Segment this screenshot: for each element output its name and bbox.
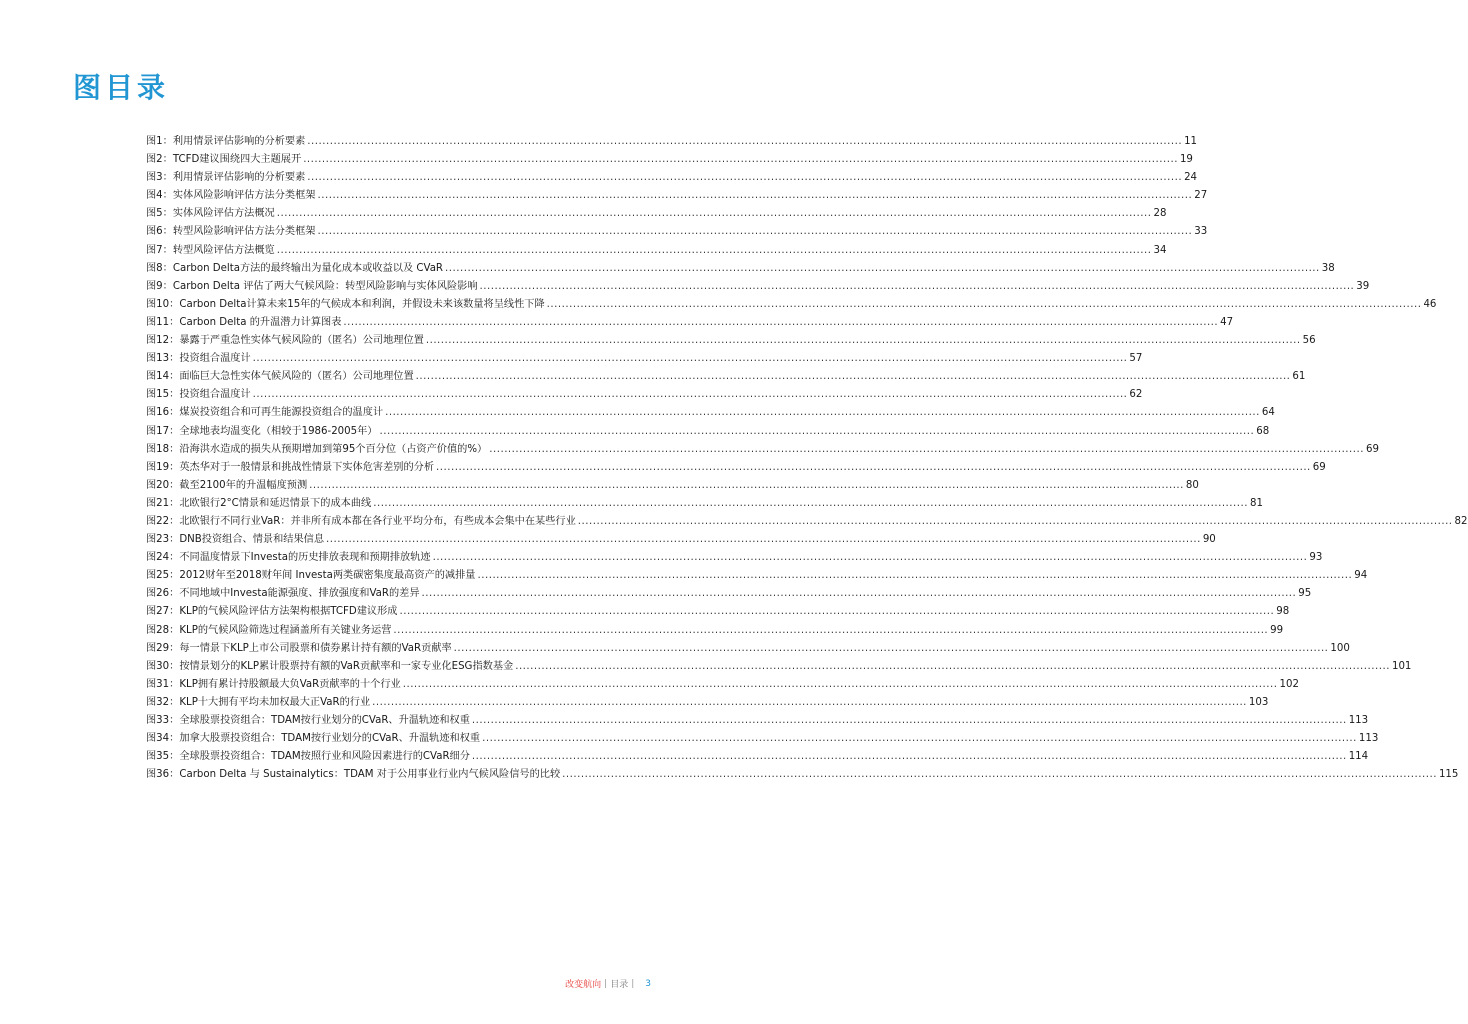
toc-entry[interactable] [146, 748, 1369, 766]
toc-entry-page: 115 [1438, 769, 1459, 781]
toc-leader-dots [489, 441, 1364, 459]
toc-leader-dots [253, 350, 1128, 368]
toc-entry-page: 69 [1312, 461, 1326, 473]
toc-entry-label: 图11：Carbon Delta 的升温潜力计算图表 [146, 316, 342, 328]
toc-leader-dots [482, 730, 1357, 748]
toc-entry-label: 图26：不同地域中Investa能源强度、排放强度和VaR的差异 [146, 588, 420, 600]
toc-entry[interactable] [146, 585, 1312, 603]
toc-entry[interactable] [146, 513, 1468, 531]
toc-entry-page: 33 [1194, 226, 1208, 238]
toc-entry-page: 28 [1153, 208, 1167, 220]
toc-leader-dots [317, 187, 1192, 205]
page-footer [565, 977, 651, 990]
toc-leader-dots [578, 513, 1453, 531]
toc-entry-page: 98 [1276, 606, 1290, 618]
toc-entry[interactable] [146, 549, 1323, 567]
toc-leader-dots [436, 459, 1311, 477]
toc-entry-page: 114 [1348, 751, 1369, 763]
toc-entry[interactable] [146, 495, 1263, 513]
toc-entry-page: 38 [1321, 262, 1335, 274]
page-title: 图目录 [73, 71, 170, 104]
toc-entry-label: 图20：截至2100年的升温幅度预测 [146, 479, 308, 491]
toc-entry-page: 93 [1309, 552, 1323, 564]
toc-leader-dots [309, 477, 1184, 495]
toc-entry-label: 图18：沿海洪水造成的损失从预期增加到第95个百分位（占资产价值的%） [146, 443, 488, 455]
toc-entry-page: 19 [1179, 154, 1193, 166]
toc-entry-page: 11 [1184, 136, 1198, 147]
toc-leader-dots [454, 640, 1329, 658]
toc-entry-label: 图10：Carbon Delta计算未来15年的气候成本和利润，并假设未来该数量将呈线性下降 [146, 298, 545, 310]
toc-entry-label: 图6：转型风险影响评估方法分类框架 [146, 226, 316, 238]
toc-entry-page: 34 [1153, 244, 1167, 256]
toc-entry-label: 图1：利用情景评估影响的分析要素 [146, 136, 306, 147]
toc-entry-page: 82 [1454, 515, 1468, 527]
toc-leader-dots [472, 748, 1347, 766]
toc-leader-dots [317, 223, 1192, 241]
toc-entry[interactable] [146, 640, 1350, 658]
footer-separator: | [604, 978, 608, 989]
toc-entry[interactable] [146, 603, 1290, 621]
toc-entry[interactable] [146, 332, 1316, 350]
toc-leader-dots [515, 658, 1390, 676]
toc-leader-dots [477, 567, 1352, 585]
toc-entry-page: 47 [1220, 316, 1234, 328]
toc-entry[interactable] [146, 205, 1167, 223]
toc-leader-dots [426, 332, 1301, 350]
toc-entry-label: 图34：加拿大股票投资组合：TDAM按行业划分的CVaR、升温轨迹和权重 [146, 733, 481, 745]
toc-entry-label: 图7：转型风险评估方法概览 [146, 244, 275, 256]
toc-leader-dots [445, 260, 1320, 278]
toc-entry[interactable] [146, 350, 1143, 368]
toc-entry-label: 图25：2012财年至2018财年间 Investa两类碳密集度最高资产的减排量 [146, 570, 476, 582]
toc-entry-label: 图28：KLP的气候风险筛选过程涵盖所有关键业务运营 [146, 624, 392, 636]
figure-list [146, 133, 1468, 784]
toc-entry-label: 图13：投资组合温度计 [146, 353, 251, 365]
toc-entry-page: 68 [1256, 425, 1270, 437]
toc-entry[interactable] [146, 531, 1216, 549]
toc-entry-page: 80 [1185, 479, 1199, 491]
toc-entry-label: 图12：暴露于严重急性实体气候风险的（匿名）公司地理位置 [146, 335, 424, 347]
toc-entry[interactable] [146, 459, 1326, 477]
toc-leader-dots [393, 622, 1268, 640]
toc-entry-page: 57 [1129, 353, 1143, 365]
toc-entry-label: 图31：KLP拥有累计持股额最大负VaR贡献率的十个行业 [146, 678, 401, 690]
toc-entry[interactable] [146, 260, 1335, 278]
toc-entry-label: 图19：英杰华对于一般情景和挑战性情景下实体危害差别的分析 [146, 461, 435, 473]
toc-entry[interactable] [146, 766, 1459, 784]
toc-entry[interactable] [146, 187, 1208, 205]
toc-entry-label: 图23：DNB投资组合、情景和结果信息 [146, 534, 325, 546]
toc-entry[interactable] [146, 676, 1299, 694]
toc-leader-dots [326, 531, 1201, 549]
toc-entry-label: 图4：实体风险影响评估方法分类框架 [146, 190, 316, 202]
toc-entry-page: 24 [1184, 172, 1198, 184]
toc-entry-label: 图16：煤炭投资组合和可再生能源投资组合的温度计 [146, 407, 384, 419]
toc-leader-dots [343, 314, 1218, 332]
toc-leader-dots [372, 694, 1247, 712]
toc-entry-label: 图5：实体风险评估方法概况 [146, 208, 275, 220]
toc-entry[interactable] [146, 694, 1269, 712]
toc-entry-page: 81 [1249, 497, 1263, 509]
footer-section: 目录 [610, 980, 629, 990]
toc-entry[interactable] [146, 730, 1379, 748]
toc-leader-dots [277, 205, 1152, 223]
toc-entry-label: 图32：KLP十大拥有平均未加权最大正VaR的行业 [146, 696, 371, 708]
toc-entry[interactable] [146, 242, 1167, 260]
toc-entry-page: 90 [1202, 534, 1216, 546]
toc-entry-page: 113 [1348, 715, 1369, 726]
toc-entry[interactable] [146, 133, 1198, 151]
toc-entry-label: 图36：Carbon Delta 与 Sustainalytics：TDAM 对于公用事业行业内气候风险信号的比较 [146, 769, 561, 781]
toc-entry[interactable] [146, 296, 1437, 314]
toc-entry-page: 27 [1194, 190, 1208, 202]
toc-entry[interactable] [146, 314, 1234, 332]
toc-entry-label: 图35：全球股票投资组合：TDAM按照行业和风险因素进行的CVaR细分 [146, 751, 470, 763]
toc-entry-page: 69 [1366, 443, 1379, 455]
toc-entry-page: 95 [1298, 588, 1312, 600]
toc-entry-page: 99 [1270, 624, 1284, 636]
footer-separator: | [631, 978, 635, 989]
toc-leader-dots [380, 423, 1255, 441]
toc-entry[interactable] [146, 223, 1208, 241]
toc-leader-dots [373, 495, 1248, 513]
toc-leader-dots [303, 151, 1178, 169]
toc-entry-label: 图8：Carbon Delta方法的最终输出为量化成本或收益以及 CVaR [146, 262, 444, 274]
toc-entry[interactable] [146, 151, 1193, 169]
toc-entry-page: 46 [1423, 298, 1437, 310]
toc-entry[interactable] [146, 477, 1199, 495]
toc-entry[interactable] [146, 169, 1198, 187]
toc-entry[interactable] [146, 622, 1284, 640]
toc-leader-dots [307, 169, 1182, 187]
toc-entry-label: 图2：TCFD建议围绕四大主题展开 [146, 154, 302, 166]
toc-entry-label: 图33：全球股票投资组合：TDAM按行业划分的CVaR、升温轨迹和权重 [146, 715, 470, 726]
toc-entry-page: 103 [1248, 696, 1269, 708]
toc-entry[interactable] [146, 441, 1379, 459]
toc-leader-dots [385, 404, 1260, 422]
toc-leader-dots [307, 133, 1182, 151]
toc-entry-page: 61 [1292, 371, 1306, 383]
toc-entry[interactable] [146, 423, 1270, 441]
toc-leader-dots [547, 296, 1422, 314]
toc-leader-dots [422, 585, 1297, 603]
footer-page-number: 3 [645, 978, 651, 989]
toc-entry-page: 101 [1391, 660, 1412, 672]
toc-entry-page: 102 [1279, 678, 1299, 690]
toc-entry-page: 56 [1302, 335, 1316, 347]
toc-entry[interactable] [146, 712, 1369, 730]
toc-leader-dots [253, 386, 1128, 404]
toc-leader-dots [433, 549, 1308, 567]
toc-entry-page: 113 [1358, 733, 1379, 745]
toc-leader-dots [562, 766, 1437, 784]
toc-leader-dots [277, 242, 1152, 260]
toc-entry-label: 图17：全球地表均温变化（相较于1986-2005年） [146, 425, 378, 437]
toc-entry-page: 94 [1354, 570, 1368, 582]
toc-entry[interactable] [146, 386, 1143, 404]
toc-entry-page: 39 [1356, 280, 1370, 292]
toc-entry[interactable] [146, 658, 1412, 676]
toc-leader-dots [399, 603, 1274, 621]
toc-entry[interactable] [146, 567, 1368, 585]
toc-entry-page: 100 [1330, 642, 1350, 654]
toc-entry[interactable] [146, 278, 1370, 296]
toc-leader-dots [472, 712, 1347, 730]
toc-entry-page: 62 [1129, 389, 1143, 401]
toc-entry-label: 图29：每一情景下KLP上市公司股票和债券累计持有额的VaR贡献率 [146, 642, 452, 654]
toc-entry-label: 图15：投资组合温度计 [146, 389, 251, 401]
footer-brand: 改变航向 [565, 980, 602, 990]
toc-entry-label: 图22：北欧银行不同行业VaR：并非所有成本都在各行业平均分布，有些成本会集中在某些行业 [146, 515, 576, 527]
toc-entry[interactable] [146, 368, 1306, 386]
toc-entry-label: 图9：Carbon Delta 评估了两大气候风险：转型风险影响与实体风险影响 [146, 280, 478, 292]
toc-entry-label: 图27：KLP的气候风险评估方法架构根据TCFD建议形成 [146, 606, 398, 618]
toc-entry-label: 图24：不同温度情景下Investa的历史排放表现和预期排放轨迹 [146, 552, 431, 564]
toc-entry-label: 图30：按情景划分的KLP累计股票持有额的VaR贡献率和一家专业化ESG指数基金 [146, 660, 514, 672]
toc-entry[interactable] [146, 404, 1275, 422]
toc-entry-label: 图14：面临巨大急性实体气候风险的（匿名）公司地理位置 [146, 371, 414, 383]
toc-leader-dots [416, 368, 1291, 386]
toc-entry-label: 图21：北欧银行2°C情景和延迟情景下的成本曲线 [146, 497, 372, 509]
toc-leader-dots [403, 676, 1278, 694]
toc-entry-page: 64 [1261, 407, 1275, 419]
toc-entry-label: 图3：利用情景评估影响的分析要素 [146, 172, 306, 184]
toc-leader-dots [480, 278, 1355, 296]
